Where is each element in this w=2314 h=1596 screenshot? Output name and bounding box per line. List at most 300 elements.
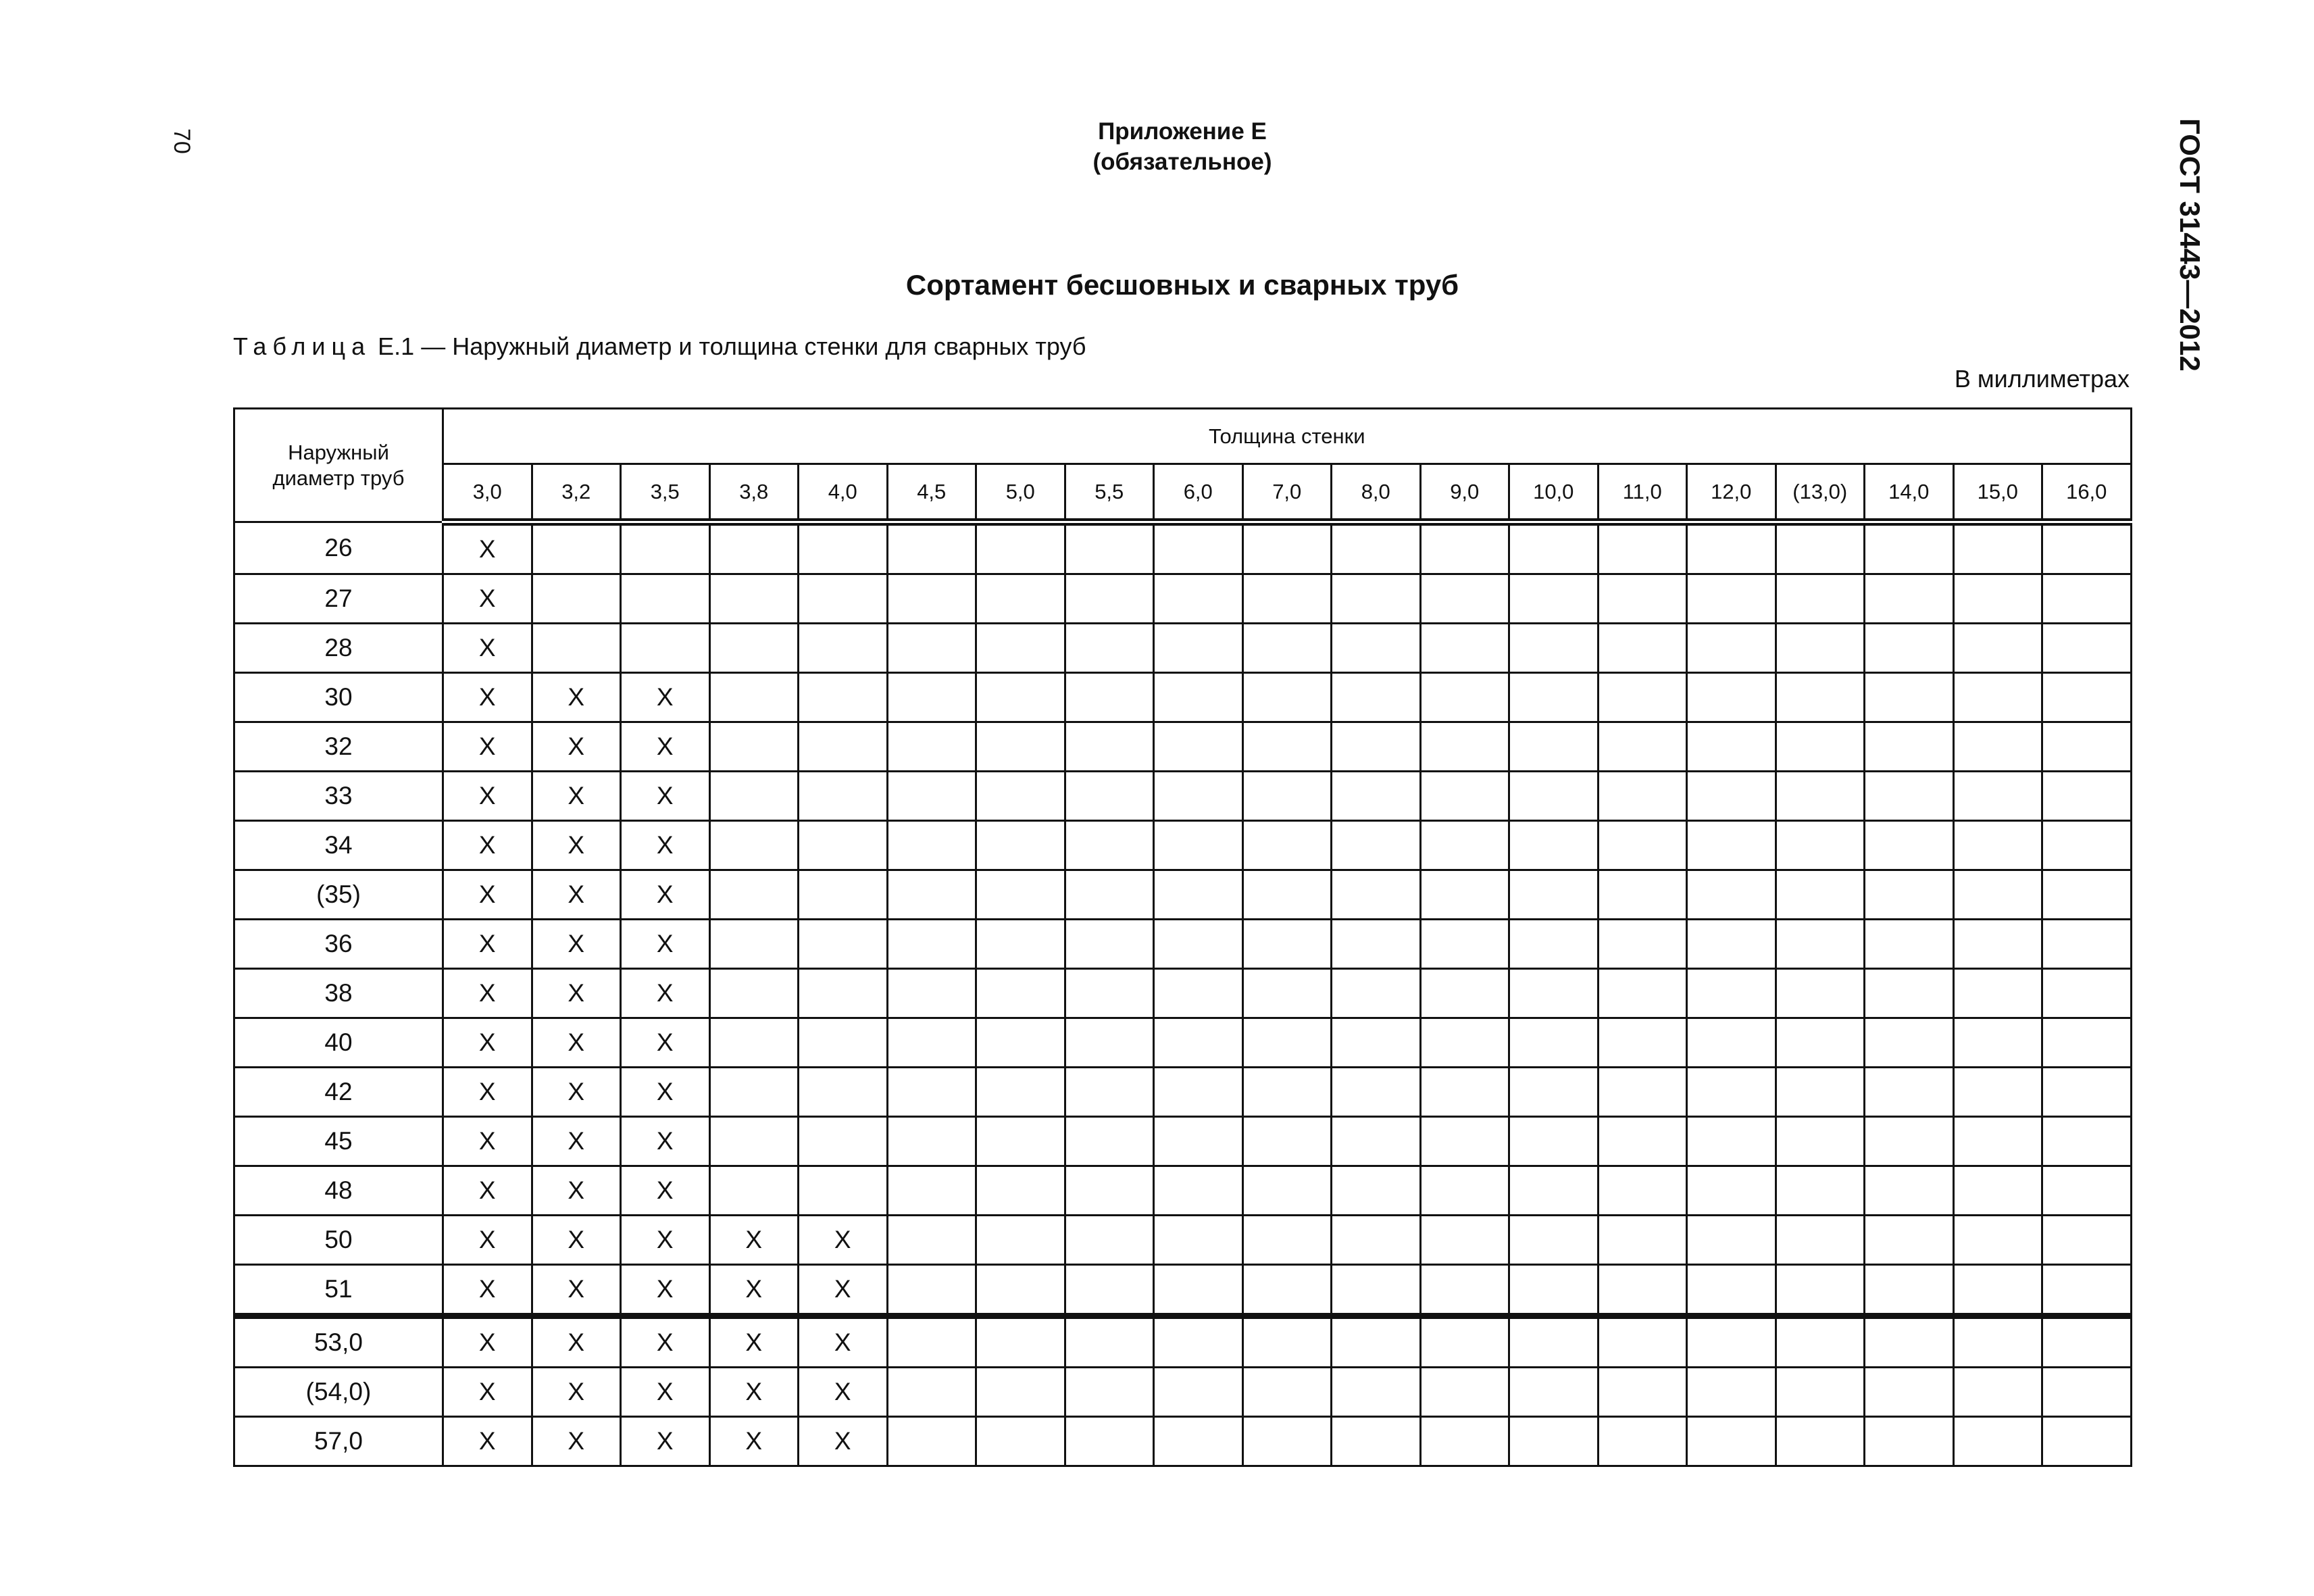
empty-cell: [1154, 722, 1243, 772]
table-row: [234, 1316, 2132, 1368]
empty-cell: [1332, 1018, 1421, 1068]
empty-cell: [1953, 574, 2042, 624]
empty-cell: [1509, 1018, 1599, 1068]
empty-cell: [709, 722, 799, 772]
empty-cell: [1242, 1316, 1332, 1368]
thickness-column-header: 10,0: [1509, 464, 1599, 522]
availability-mark: X: [443, 1068, 532, 1117]
empty-cell: [799, 722, 888, 772]
table-row: [234, 1018, 2132, 1068]
table-caption: [233, 332, 1086, 361]
empty-cell: [1953, 1417, 2042, 1466]
empty-cell: [1332, 522, 1421, 574]
availability-mark: X: [443, 1368, 532, 1417]
empty-cell: [799, 624, 888, 673]
empty-cell: [2042, 574, 2132, 624]
empty-cell: [1598, 722, 1687, 772]
empty-cell: [887, 1068, 976, 1117]
empty-cell: [709, 1068, 799, 1117]
empty-cell: [1420, 574, 1509, 624]
empty-cell: [1420, 772, 1509, 821]
empty-cell: [1242, 1368, 1332, 1417]
empty-cell: [1598, 772, 1687, 821]
availability-mark: X: [532, 1068, 621, 1117]
empty-cell: [1687, 1068, 1776, 1117]
availability-mark: X: [621, 920, 710, 969]
empty-cell: [2042, 821, 2132, 870]
diameter-cell: 40: [234, 1018, 443, 1068]
page-number: 70: [169, 128, 195, 154]
empty-cell: [1332, 1316, 1421, 1368]
empty-cell: [1687, 1417, 1776, 1466]
availability-mark: X: [443, 870, 532, 920]
table-row: [234, 870, 2132, 920]
empty-cell: [1953, 1117, 2042, 1166]
empty-cell: [1332, 1216, 1421, 1265]
availability-mark: X: [621, 1068, 710, 1117]
diameter-cell: (35): [234, 870, 443, 920]
empty-cell: [799, 673, 888, 722]
empty-cell: [2042, 870, 2132, 920]
empty-cell: [799, 969, 888, 1018]
empty-cell: [1065, 1417, 1154, 1466]
empty-cell: [2042, 969, 2132, 1018]
empty-cell: [1242, 624, 1332, 673]
empty-cell: [1154, 624, 1243, 673]
empty-cell: [976, 870, 1065, 920]
diameter-cell: 33: [234, 772, 443, 821]
empty-cell: [1509, 920, 1599, 969]
empty-cell: [799, 772, 888, 821]
availability-mark: X: [532, 1216, 621, 1265]
empty-cell: [1865, 821, 1954, 870]
empty-cell: [887, 1368, 976, 1417]
thickness-column-header: 3,5: [621, 464, 710, 522]
empty-cell: [1509, 969, 1599, 1018]
empty-cell: [1953, 1265, 2042, 1316]
empty-cell: [1420, 1166, 1509, 1216]
appendix-status: (обязательное): [1092, 149, 1272, 175]
empty-cell: [1509, 1216, 1599, 1265]
empty-cell: [799, 574, 888, 624]
empty-cell: [1953, 673, 2042, 722]
empty-cell: [1242, 1216, 1332, 1265]
diameter-cell: 45: [234, 1117, 443, 1166]
availability-mark: X: [532, 673, 621, 722]
empty-cell: [1687, 772, 1776, 821]
table-row: [234, 574, 2132, 624]
availability-mark: X: [532, 772, 621, 821]
diameter-cell: (54,0): [234, 1368, 443, 1417]
empty-cell: [1953, 969, 2042, 1018]
empty-cell: [1154, 969, 1243, 1018]
empty-cell: [1509, 1117, 1599, 1166]
empty-cell: [887, 772, 976, 821]
empty-cell: [1242, 673, 1332, 722]
availability-mark: X: [621, 1265, 710, 1316]
empty-cell: [1420, 1417, 1509, 1466]
empty-cell: [1598, 920, 1687, 969]
empty-cell: [1332, 574, 1421, 624]
empty-cell: [709, 1166, 799, 1216]
empty-cell: [709, 673, 799, 722]
table-row: [234, 673, 2132, 722]
empty-cell: [1332, 870, 1421, 920]
empty-cell: [709, 1018, 799, 1068]
empty-cell: [799, 1166, 888, 1216]
empty-cell: [1865, 1117, 1954, 1166]
pipe-dimension-table: [233, 407, 2132, 1467]
empty-cell: [1242, 1265, 1332, 1316]
empty-cell: [1509, 574, 1599, 624]
empty-cell: [1420, 920, 1509, 969]
empty-cell: [1420, 1068, 1509, 1117]
empty-cell: [1598, 1417, 1687, 1466]
empty-cell: [1065, 1216, 1154, 1265]
availability-mark: X: [621, 1166, 710, 1216]
empty-cell: [1776, 1166, 1865, 1216]
empty-cell: [1865, 920, 1954, 969]
availability-mark: X: [532, 969, 621, 1018]
empty-cell: [1687, 920, 1776, 969]
empty-cell: [1420, 821, 1509, 870]
availability-mark: X: [709, 1316, 799, 1368]
empty-cell: [976, 1417, 1065, 1466]
empty-cell: [1776, 821, 1865, 870]
empty-cell: [1865, 1068, 1954, 1117]
availability-mark: X: [443, 1117, 532, 1166]
availability-mark: X: [532, 1316, 621, 1368]
empty-cell: [1687, 673, 1776, 722]
empty-cell: [976, 522, 1065, 574]
empty-cell: [1953, 870, 2042, 920]
empty-cell: [1242, 920, 1332, 969]
thickness-column-header: 3,8: [709, 464, 799, 522]
diameter-header: Наружный диаметр труб: [234, 409, 443, 522]
empty-cell: [709, 772, 799, 821]
empty-cell: [2042, 1368, 2132, 1417]
empty-cell: [1953, 624, 2042, 673]
empty-cell: [1065, 722, 1154, 772]
empty-cell: [1420, 1018, 1509, 1068]
empty-cell: [1865, 870, 1954, 920]
empty-cell: [1154, 522, 1243, 574]
empty-cell: [1687, 870, 1776, 920]
empty-cell: [1687, 969, 1776, 1018]
empty-cell: [1865, 1265, 1954, 1316]
empty-cell: [709, 920, 799, 969]
empty-cell: [976, 1018, 1065, 1068]
diameter-cell: 30: [234, 673, 443, 722]
empty-cell: [1154, 1068, 1243, 1117]
empty-cell: [1332, 1265, 1421, 1316]
empty-cell: [1242, 969, 1332, 1018]
diameter-cell: 27: [234, 574, 443, 624]
empty-cell: [799, 522, 888, 574]
empty-cell: [532, 522, 621, 574]
empty-cell: [1687, 722, 1776, 772]
thickness-column-header: 5,0: [976, 464, 1065, 522]
empty-cell: [1420, 870, 1509, 920]
empty-cell: [1420, 969, 1509, 1018]
empty-cell: [1776, 1018, 1865, 1068]
empty-cell: [1598, 1018, 1687, 1068]
empty-cell: [1420, 522, 1509, 574]
empty-cell: [1509, 772, 1599, 821]
empty-cell: [1598, 1265, 1687, 1316]
empty-cell: [532, 574, 621, 624]
availability-mark: X: [532, 722, 621, 772]
thickness-header: Толщина стенки: [443, 409, 2132, 464]
empty-cell: [887, 1316, 976, 1368]
empty-cell: [976, 1068, 1065, 1117]
empty-cell: [976, 772, 1065, 821]
empty-cell: [1598, 1316, 1687, 1368]
empty-cell: [887, 722, 976, 772]
availability-mark: X: [799, 1368, 888, 1417]
availability-mark: X: [621, 1417, 710, 1466]
empty-cell: [1865, 574, 1954, 624]
empty-cell: [1865, 673, 1954, 722]
empty-cell: [1154, 1417, 1243, 1466]
availability-mark: X: [532, 1166, 621, 1216]
table-body: [234, 522, 2132, 1466]
table-row: [234, 1265, 2132, 1316]
diameter-cell: 48: [234, 1166, 443, 1216]
empty-cell: [1242, 1117, 1332, 1166]
empty-cell: [1242, 522, 1332, 574]
empty-cell: [1953, 1018, 2042, 1068]
empty-cell: [1953, 772, 2042, 821]
empty-cell: [1242, 1166, 1332, 1216]
empty-cell: [2042, 624, 2132, 673]
empty-cell: [1776, 722, 1865, 772]
empty-cell: [1687, 1166, 1776, 1216]
availability-mark: X: [621, 1216, 710, 1265]
empty-cell: [1776, 522, 1865, 574]
empty-cell: [1509, 1417, 1599, 1466]
empty-cell: [1242, 722, 1332, 772]
empty-cell: [887, 821, 976, 870]
empty-cell: [532, 624, 621, 673]
empty-cell: [1154, 870, 1243, 920]
thickness-column-header: 3,0: [443, 464, 532, 522]
empty-cell: [799, 1068, 888, 1117]
availability-mark: X: [621, 772, 710, 821]
empty-cell: [1065, 821, 1154, 870]
availability-mark: X: [621, 1316, 710, 1368]
appendix-title: Приложение Е: [1098, 118, 1267, 145]
diameter-cell: 42: [234, 1068, 443, 1117]
thickness-column-header: 6,0: [1154, 464, 1243, 522]
empty-cell: [1242, 870, 1332, 920]
diameter-cell: 38: [234, 969, 443, 1018]
empty-cell: [1065, 920, 1154, 969]
table-row: [234, 821, 2132, 870]
empty-cell: [1154, 821, 1243, 870]
empty-cell: [976, 1117, 1065, 1166]
empty-cell: [1509, 1166, 1599, 1216]
empty-cell: [1332, 772, 1421, 821]
availability-mark: X: [443, 772, 532, 821]
empty-cell: [1776, 673, 1865, 722]
empty-cell: [976, 1368, 1065, 1417]
empty-cell: [1687, 1018, 1776, 1068]
empty-cell: [1776, 574, 1865, 624]
empty-cell: [1242, 1068, 1332, 1117]
diameter-cell: 53,0: [234, 1316, 443, 1368]
empty-cell: [1687, 624, 1776, 673]
empty-cell: [1598, 1216, 1687, 1265]
empty-cell: [1154, 1166, 1243, 1216]
empty-cell: [1065, 1368, 1154, 1417]
empty-cell: [887, 920, 976, 969]
empty-cell: [1776, 624, 1865, 673]
table-row: [234, 772, 2132, 821]
availability-mark: X: [443, 1417, 532, 1466]
empty-cell: [1332, 673, 1421, 722]
empty-cell: [799, 1018, 888, 1068]
empty-cell: [1776, 1216, 1865, 1265]
section-title: Сортамент бесшовных и сварных труб: [905, 269, 1459, 301]
empty-cell: [1598, 673, 1687, 722]
empty-cell: [1332, 722, 1421, 772]
empty-cell: [1865, 1417, 1954, 1466]
diameter-cell: 28: [234, 624, 443, 673]
empty-cell: [1065, 624, 1154, 673]
availability-mark: X: [443, 821, 532, 870]
table-row: [234, 1368, 2132, 1417]
empty-cell: [1776, 1117, 1865, 1166]
empty-cell: [1420, 722, 1509, 772]
availability-mark: X: [532, 1417, 621, 1466]
empty-cell: [1953, 821, 2042, 870]
availability-mark: X: [709, 1265, 799, 1316]
thickness-column-header: 16,0: [2042, 464, 2132, 522]
empty-cell: [1953, 1368, 2042, 1417]
table-row: [234, 1216, 2132, 1265]
empty-cell: [799, 821, 888, 870]
empty-cell: [709, 821, 799, 870]
availability-mark: X: [443, 624, 532, 673]
empty-cell: [1154, 574, 1243, 624]
empty-cell: [1509, 1368, 1599, 1417]
empty-cell: [976, 920, 1065, 969]
availability-mark: X: [621, 870, 710, 920]
empty-cell: [1242, 574, 1332, 624]
thickness-column-header: 9,0: [1420, 464, 1509, 522]
empty-cell: [1865, 1316, 1954, 1368]
empty-cell: [1687, 1216, 1776, 1265]
empty-cell: [1509, 722, 1599, 772]
empty-cell: [1420, 1216, 1509, 1265]
empty-cell: [1509, 821, 1599, 870]
empty-cell: [1242, 1417, 1332, 1466]
empty-cell: [1865, 1368, 1954, 1417]
empty-cell: [1509, 1068, 1599, 1117]
availability-mark: X: [443, 522, 532, 574]
availability-mark: X: [532, 1265, 621, 1316]
empty-cell: [1598, 969, 1687, 1018]
thickness-column-header: 15,0: [1953, 464, 2042, 522]
empty-cell: [1598, 870, 1687, 920]
empty-cell: [1065, 1166, 1154, 1216]
empty-cell: [976, 1216, 1065, 1265]
availability-mark: X: [621, 969, 710, 1018]
empty-cell: [1865, 1216, 1954, 1265]
empty-cell: [976, 1265, 1065, 1316]
empty-cell: [2042, 920, 2132, 969]
thickness-column-header: 14,0: [1865, 464, 1954, 522]
empty-cell: [1687, 1117, 1776, 1166]
empty-cell: [1598, 821, 1687, 870]
empty-cell: [1065, 1316, 1154, 1368]
empty-cell: [1420, 1265, 1509, 1316]
thickness-column-header: 7,0: [1242, 464, 1332, 522]
availability-mark: X: [532, 1018, 621, 1068]
empty-cell: [1242, 1018, 1332, 1068]
empty-cell: [1865, 522, 1954, 574]
empty-cell: [887, 969, 976, 1018]
empty-cell: [1687, 522, 1776, 574]
availability-mark: X: [443, 673, 532, 722]
empty-cell: [799, 920, 888, 969]
empty-cell: [1953, 920, 2042, 969]
diameter-cell: 57,0: [234, 1417, 443, 1466]
diameter-cell: 34: [234, 821, 443, 870]
empty-cell: [1420, 1316, 1509, 1368]
empty-cell: [1332, 1368, 1421, 1417]
empty-cell: [976, 624, 1065, 673]
empty-cell: [887, 1166, 976, 1216]
empty-cell: [2042, 1417, 2132, 1466]
availability-mark: X: [709, 1417, 799, 1466]
table-row: [234, 920, 2132, 969]
availability-mark: X: [443, 1018, 532, 1068]
empty-cell: [2042, 1018, 2132, 1068]
empty-cell: [1953, 722, 2042, 772]
availability-mark: X: [799, 1216, 888, 1265]
thickness-column-header: 4,0: [799, 464, 888, 522]
empty-cell: [887, 522, 976, 574]
diameter-cell: 32: [234, 722, 443, 772]
standard-code: ГОСТ 31443—2012: [2174, 118, 2206, 372]
empty-cell: [1953, 522, 2042, 574]
empty-cell: [1332, 969, 1421, 1018]
availability-mark: X: [443, 1166, 532, 1216]
empty-cell: [1154, 920, 1243, 969]
empty-cell: [1420, 1368, 1509, 1417]
empty-cell: [2042, 1316, 2132, 1368]
empty-cell: [1598, 1068, 1687, 1117]
empty-cell: [709, 870, 799, 920]
empty-cell: [1865, 969, 1954, 1018]
empty-cell: [1065, 1068, 1154, 1117]
empty-cell: [1065, 1117, 1154, 1166]
empty-cell: [1509, 624, 1599, 673]
thickness-header-row: [234, 464, 2132, 522]
empty-cell: [1420, 624, 1509, 673]
availability-mark: X: [621, 1117, 710, 1166]
empty-cell: [887, 870, 976, 920]
availability-mark: X: [709, 1216, 799, 1265]
empty-cell: [976, 1166, 1065, 1216]
availability-mark: X: [532, 1368, 621, 1417]
empty-cell: [1065, 1265, 1154, 1316]
thickness-column-header: 5,5: [1065, 464, 1154, 522]
diameter-cell: 26: [234, 522, 443, 574]
empty-cell: [1598, 574, 1687, 624]
